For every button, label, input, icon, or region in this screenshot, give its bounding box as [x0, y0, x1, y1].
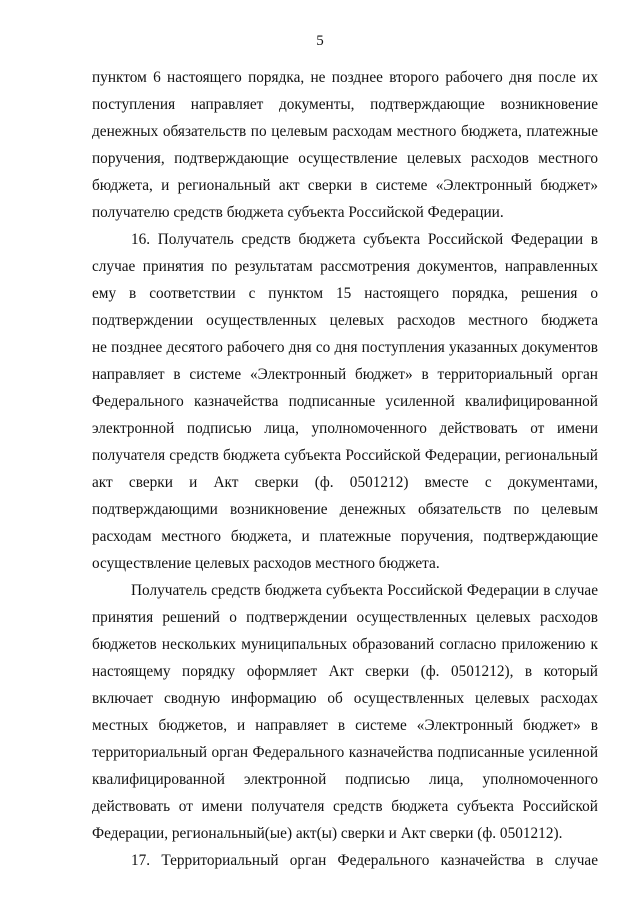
text-line: действовать от имени получателя средств бюджета субъекта Российской [92, 798, 598, 815]
text-line: бюджета, и региональный акт сверки в системе «Электронный бюджет» [92, 177, 598, 194]
text-line: получателю средств бюджета субъекта Российской Федерации. [92, 204, 504, 221]
text-line: направляет в системе «Электронный бюджет» в территориальный орган [92, 366, 598, 383]
text-line: бюджетов нескольких муниципальных образований согласно приложению к [92, 636, 598, 653]
text-line: не позднее десятого рабочего дня со дня поступления указанных документов [92, 339, 598, 356]
text-line: пунктом 6 настоящего порядка, не позднее второго рабочего дня после их [92, 69, 598, 86]
page-number: 5 [316, 33, 324, 49]
text-line: осуществление целевых расходов местного бюджета. [92, 555, 440, 572]
text-line: подтверждающими возникновение денежных обязательств по целевым [92, 501, 598, 518]
text-line: квалифицированной электронной подписью лица, уполномоченного [92, 771, 598, 788]
text-line: местных бюджетов, и направляет в системе «Электронный бюджет» в [92, 717, 598, 734]
text-line: поручения, подтверждающие осуществление целевых расходов местного [92, 150, 598, 167]
text-line: настоящему порядку оформляет Акт сверки (ф. 0501212), в который [92, 663, 598, 680]
text-line: Федерации, региональный(ые) акт(ы) сверки и Акт сверки (ф. 0501212). [92, 825, 563, 842]
text-line: расходам местного бюджета, и платежные поручения, подтверждающие [92, 528, 598, 545]
text-line: Получатель средств бюджета субъекта Российской Федерации в случае [131, 582, 598, 599]
text-line: территориальный орган Федерального казначейства подписанные усиленной [92, 744, 598, 761]
text-line: Федерального казначейства подписанные усиленной квалифицированной [92, 393, 598, 410]
text-line: принятия решений о подтверждении осуществленных целевых расходов [92, 609, 598, 626]
text-line: электронной подписью лица, уполномоченного действовать от имени [92, 420, 598, 437]
text-line: подтверждении осуществленных целевых расходов местного бюджета [92, 312, 598, 329]
text-line: денежных обязательств по целевым расходам местного бюджета, платежные [92, 123, 598, 140]
text-line: акт сверки и Акт сверки (ф. 0501212) вместе с документами, [92, 474, 598, 491]
text-line: получателя средств бюджета субъекта Российской Федерации, региональный [92, 447, 598, 464]
text-line: 16. Получатель средств бюджета субъекта Российской Федерации в [131, 231, 598, 248]
text-line: ему в соответствии с пунктом 15 настоящего порядка, решения о [92, 285, 598, 302]
text-line: включает сводную информацию об осуществленных целевых расходах [92, 690, 598, 707]
text-line: 17. Территориальный орган Федерального казначейства в случае [131, 852, 598, 869]
text-line: случае принятия по результатам рассмотрения документов, направленных [92, 258, 598, 275]
text-line: поступления направляет документы, подтверждающие возникновение [92, 96, 598, 113]
